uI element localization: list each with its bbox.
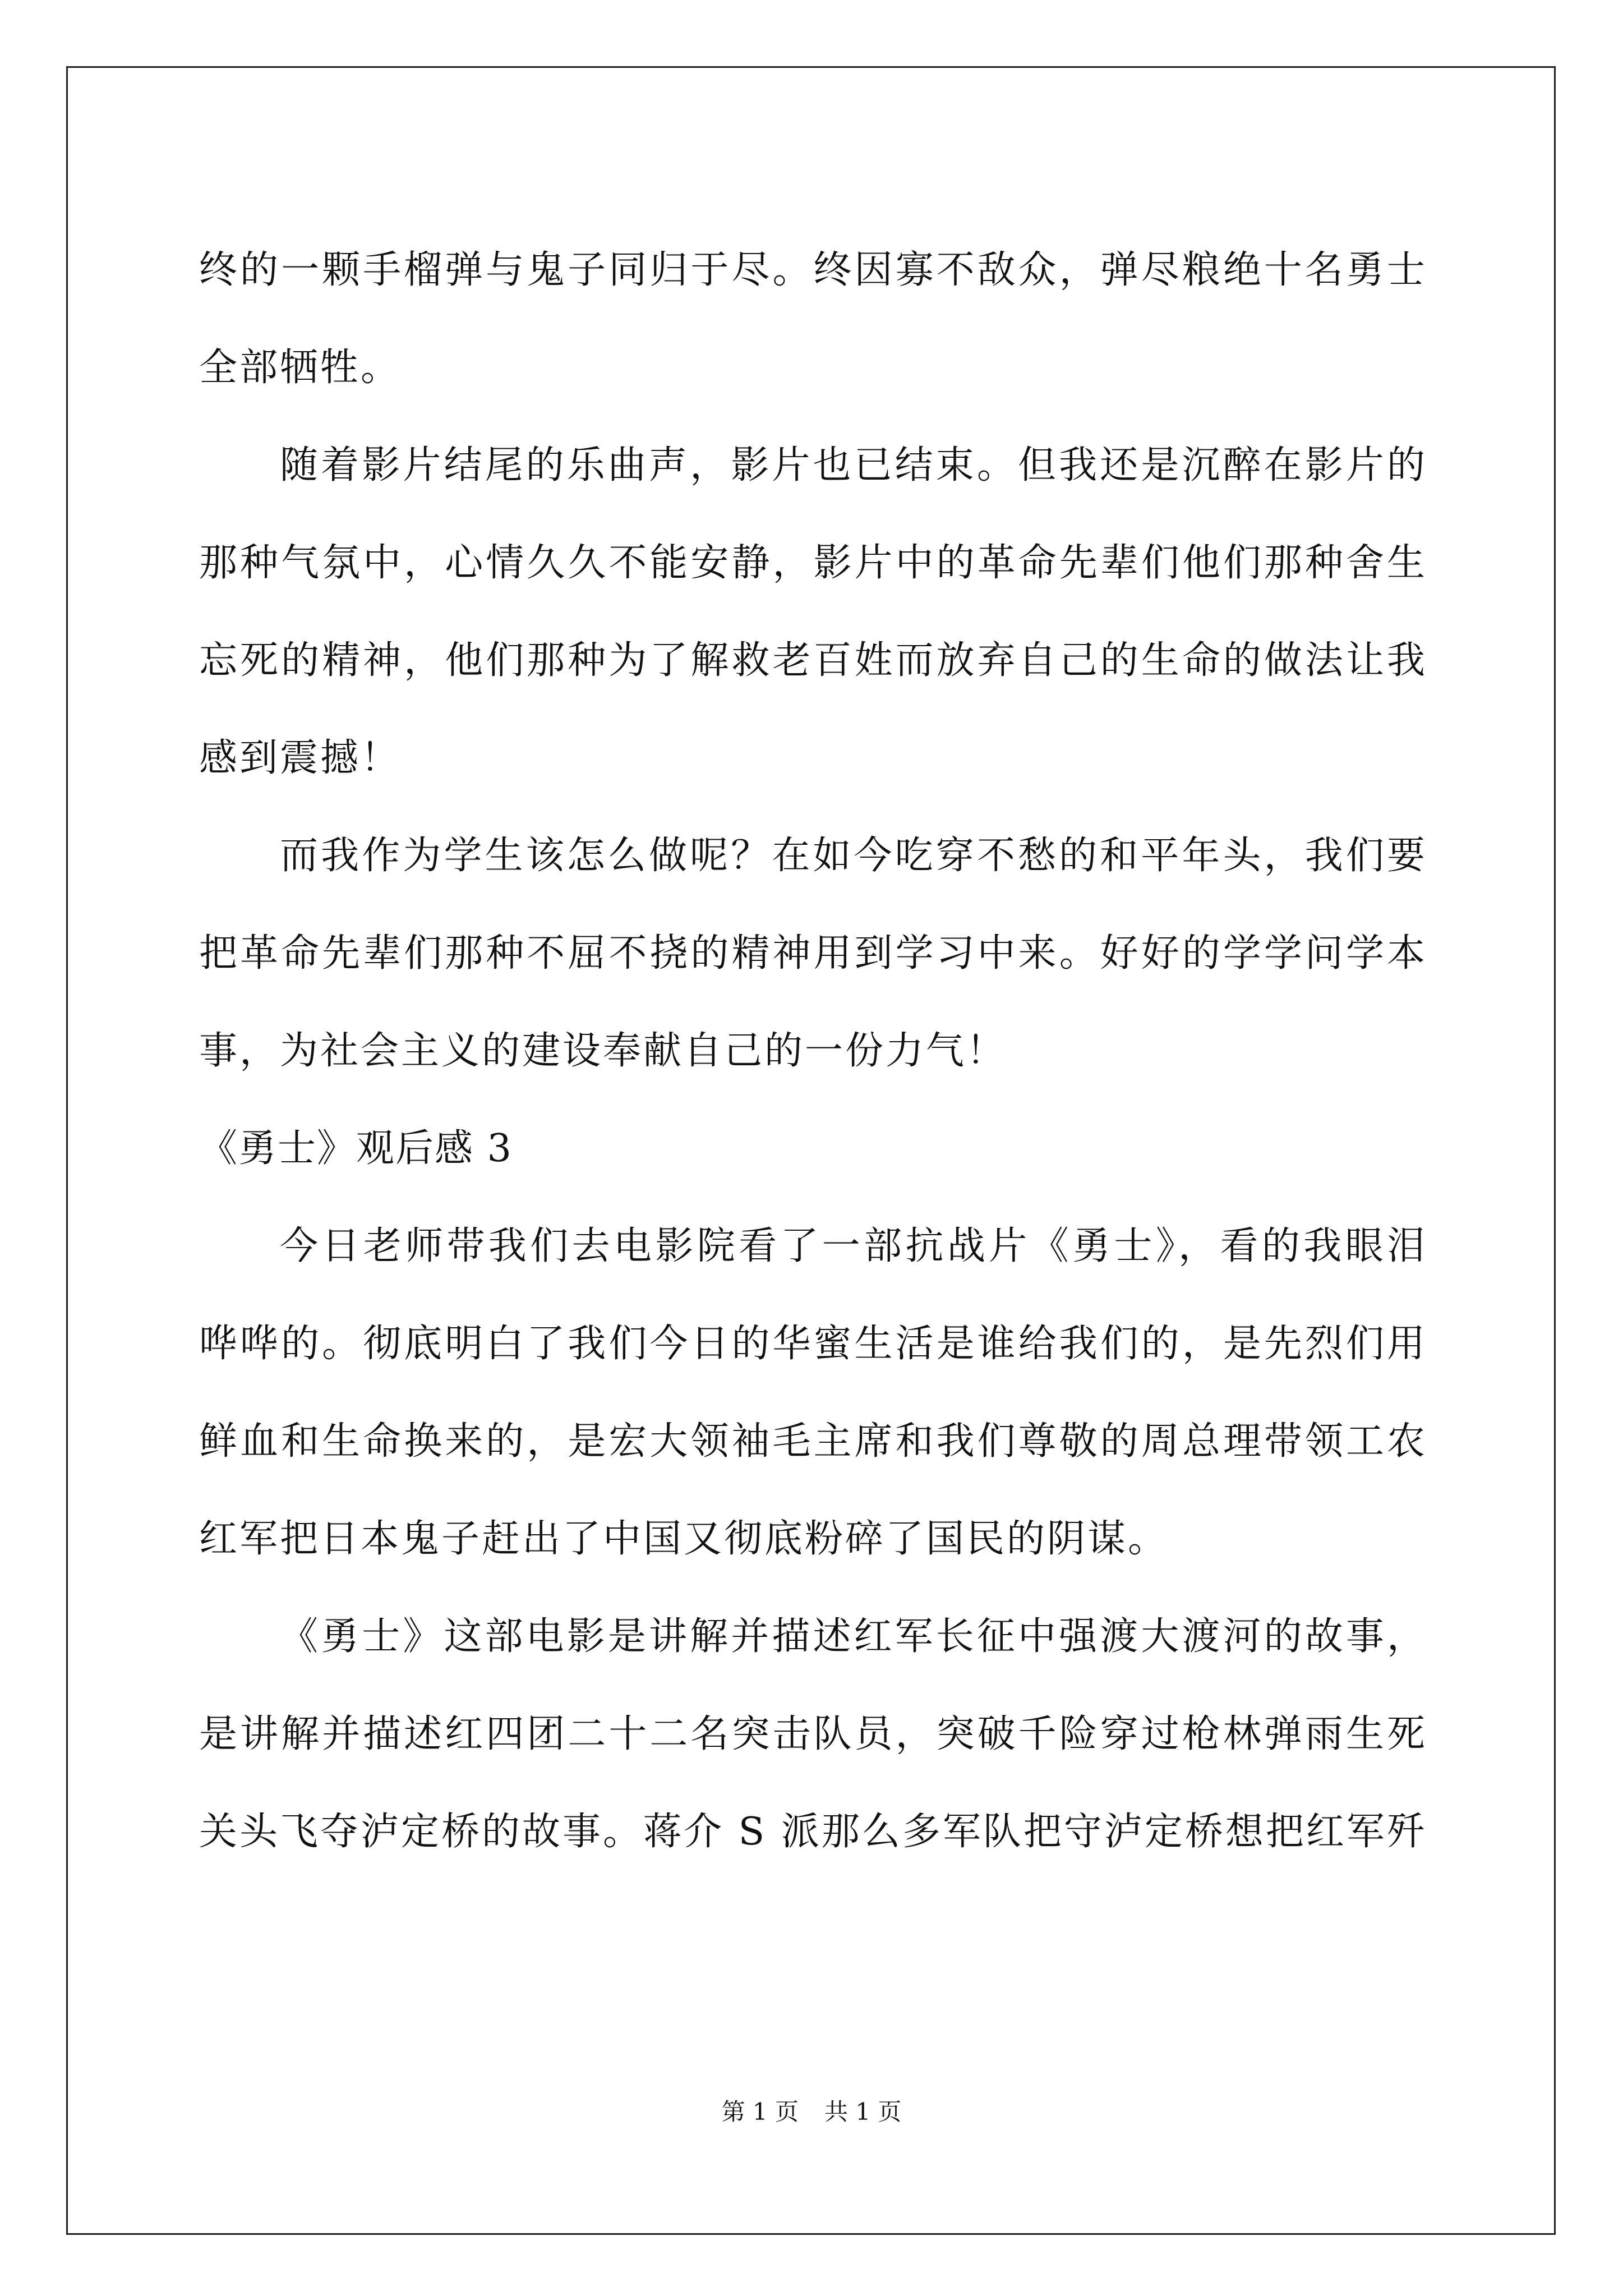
paragraph: 《勇士》这部电影是讲解并描述红军长征中强渡大渡河的故事，是讲解并描述红四团二十二名突击队员，突破千险穿过枪林弹雨生死关头飞夺泸定桥的故事。蒋介 S 派那么多军队把守泸定桥想把红军歼 [199, 1614, 1427, 1854]
paragraph: 今日老师带我们去电影院看了一部抗战片《勇士》，看的我眼泪哗哗的。彻底明白了我们今日的华蜜生活是谁给我们的，是先烈们用鲜血和生命换来的，是宏大领袖毛主席和我们尊敬的周总理带领工农红军把日本鬼子赶出了中国又彻底粉碎了国民的阴谋。 [199, 1224, 1427, 1561]
page-total: 共 1 页 [824, 2098, 902, 2125]
section-heading: 《勇士》观后感 3 [199, 1126, 513, 1171]
document-body [199, 222, 1427, 1881]
page-footer [0, 2095, 1623, 2129]
page-number: 第 1 页 [721, 2098, 799, 2125]
paragraph: 而我作为学生该怎么做呢？在如今吃穿不愁的和平年头，我们要把革命先辈们那种不屈不挠的精神用到学习中来。好好的学学问学本事，为社会主义的建设奉献自己的一份力气！ [199, 834, 1427, 1073]
paragraph: 终的一颗手榴弹与鬼子同归于尽。终因寡不敌众，弹尽粮绝十名勇士全部牺牲。 [199, 248, 1427, 390]
paragraph: 随着影片结尾的乐曲声，影片也已结束。但我还是沉醉在影片的那种气氛中，心情久久不能安静，影片中的革命先辈们他们那种舍生忘死的精神，他们那种为了解救老百姓而放弃自己的生命的做法让我感到震撼！ [199, 443, 1427, 780]
